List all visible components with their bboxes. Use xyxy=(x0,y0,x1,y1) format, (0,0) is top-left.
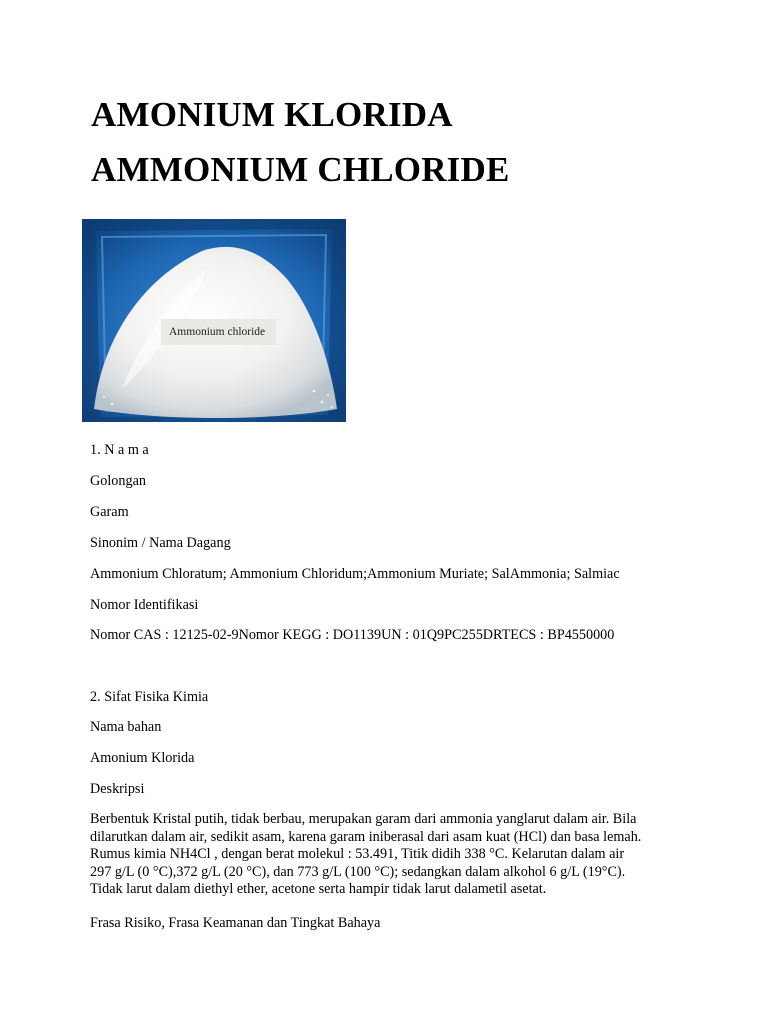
golongan-label: Golongan xyxy=(90,473,146,489)
nama-bahan-value: Amonium Klorida xyxy=(90,750,195,766)
photo-caption-label: Ammonium chloride xyxy=(161,319,276,345)
golongan-value: Garam xyxy=(90,504,129,520)
nomor-identifikasi-label: Nomor Identifikasi xyxy=(90,597,199,613)
deskripsi-line: Tidak larut dalam diethyl ether, acetone serta hampir tidak larut dalametil asetat. xyxy=(90,881,547,897)
nama-bahan-label: Nama bahan xyxy=(90,719,162,735)
deskripsi-label: Deskripsi xyxy=(90,781,145,797)
deskripsi-paragraph xyxy=(90,811,641,899)
deskripsi-line: Berbentuk Kristal putih, tidak berbau, merupakan garam dari ammonia yanglarut dalam air. Bila xyxy=(90,811,637,827)
frasa-risiko-label: Frasa Risiko, Frasa Keamanan dan Tingkat Bahaya xyxy=(90,915,381,931)
deskripsi-line: 297 g/L (0 °C),372 g/L (20 °C), dan 773 g/L (100 °C); sedangkan dalam alkohol 6 g/L (19°C). xyxy=(90,863,626,880)
title-indonesian: AMONIUM KLORIDA xyxy=(91,95,453,134)
section-1-heading: 1. N a m a xyxy=(90,442,149,458)
sinonim-label: Sinonim / Nama Dagang xyxy=(90,535,231,551)
deskripsi-line: Rumus kimia NH4Cl , dengan berat molekul : 53.491, Titik didih 338 °C. Kelarutan dalam air xyxy=(90,846,625,862)
deskripsi-line: dilarutkan dalam air, sedikit asam, karena garam iniberasal dari asam kuat (HCl) dan basa lemah. xyxy=(90,828,642,845)
sinonim-value: Ammonium Chloratum; Ammonium Chloridum;Ammonium Muriate; SalAmmonia; Salmiac xyxy=(90,566,620,582)
nomor-identifikasi-value: Nomor CAS : 12125-02-9Nomor KEGG : DO1139UN : 01Q9PC255DRTECS : BP4550000 xyxy=(90,627,615,643)
section-2-heading: 2. Sifat Fisika Kimia xyxy=(90,689,209,705)
title-english: AMMONIUM CHLORIDE xyxy=(91,150,510,189)
